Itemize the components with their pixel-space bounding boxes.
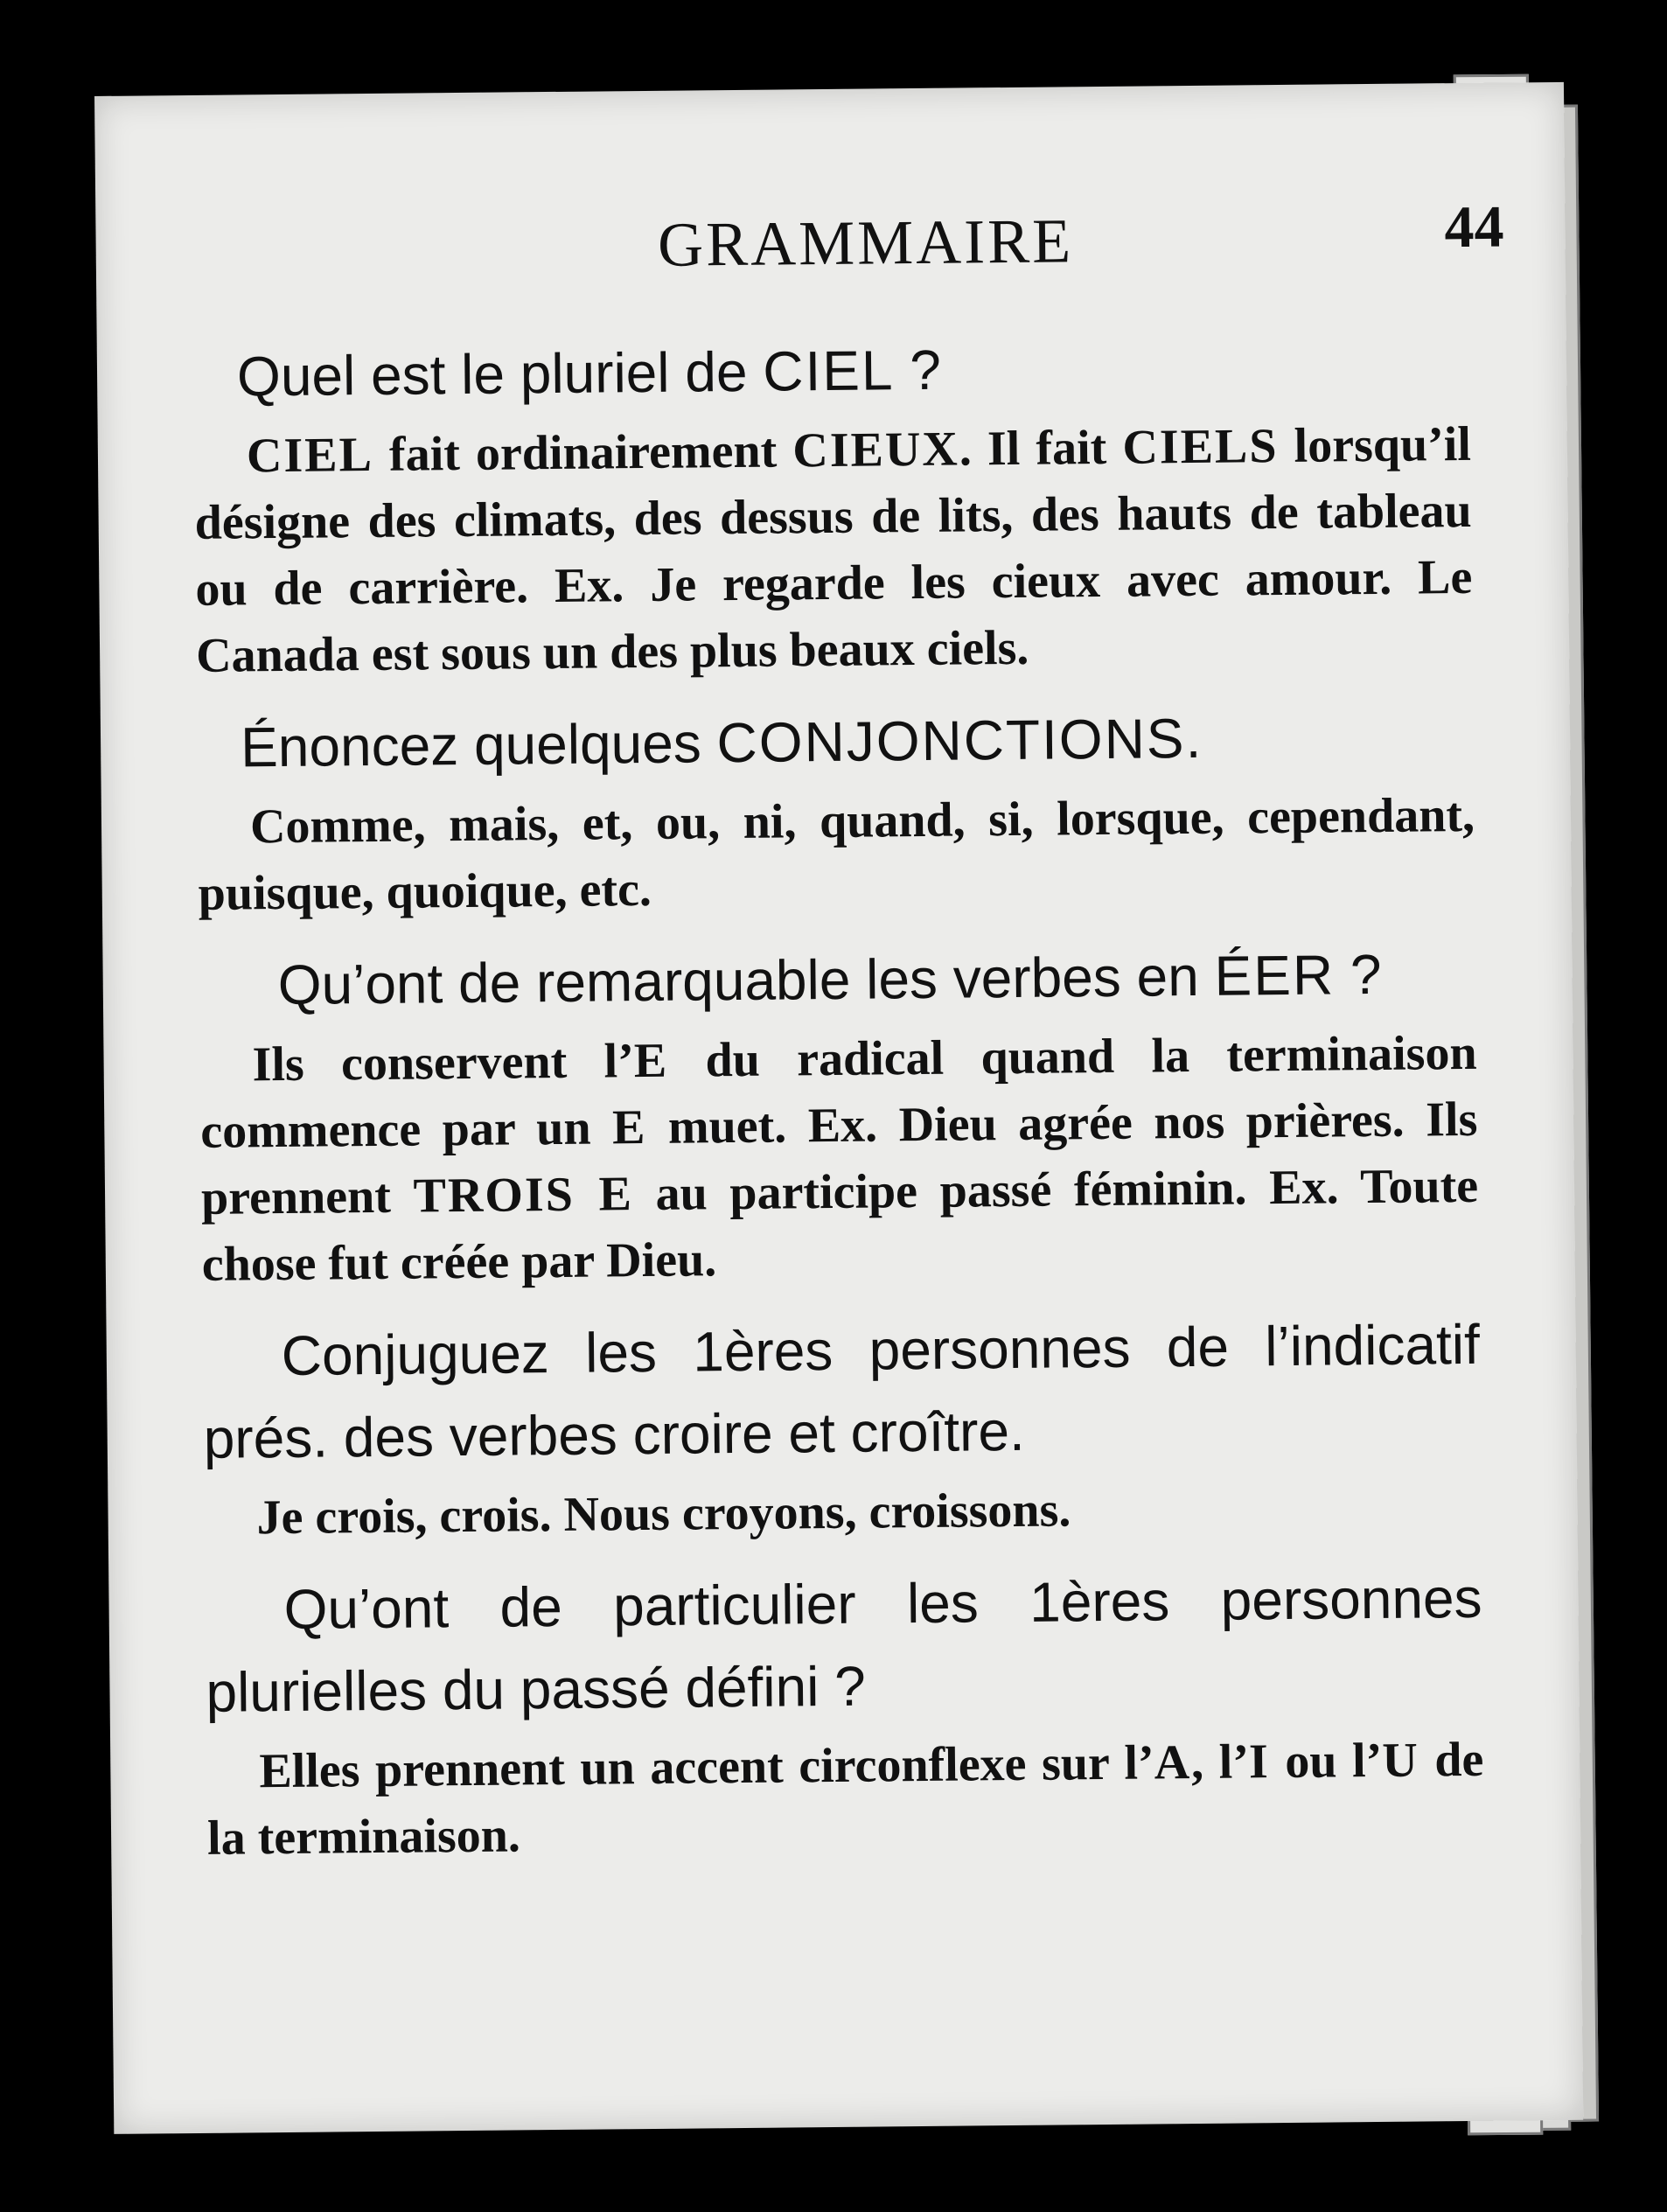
question-passe-defini: Qu’ont de particulier les 1ères personnes plurielles du passé défini ? bbox=[206, 1566, 1482, 1724]
question-croire-croitre: Conjuguez les 1ères personnes de l’indicatif prés. des verbes croire et croître. bbox=[203, 1312, 1481, 1470]
answer-verbes-eer: Ils conservent l’E du radical quand la terminaison commence par un E muet. Ex. Dieu agrée nos prières. Ils prennent TROIS E au participe passé féminin. Ex. Toute chose fut créée par Dieu. bbox=[200, 1025, 1479, 1292]
page-title: GRAMMAIRE bbox=[657, 206, 1074, 280]
answer-pluriel-ciel: CIEL fait ordinairement CIEUX. Il fait CIELS lorsqu’il désigne des climats, des dessus de lits, des hauts de tableau ou de carrière. Ex. Je regarde les cieux avec amour. Le Canada est sous un des plus beaux ciels. bbox=[194, 416, 1473, 683]
answer-conjonctions: Comme, mais, et, ou, ni, quand, si, lorsque, cependant, puisque, quoique, etc. bbox=[198, 787, 1475, 921]
card-content bbox=[193, 324, 1485, 1889]
question-pluriel-ciel: Quel est le pluriel de CIEL ? bbox=[236, 338, 942, 408]
answer-passe-defini: Elles prennent un accent circonflexe sur l’A, l’I ou l’U de la terminaison. bbox=[206, 1732, 1484, 1866]
page-number: 44 bbox=[1444, 192, 1504, 261]
flash-card bbox=[94, 82, 1583, 2134]
question-conjonctions: Énoncez quelques CONJONCTIONS. bbox=[240, 706, 1202, 779]
answer-croire-croitre: Je crois, crois. Nous croyons, croissons. bbox=[256, 1483, 1071, 1546]
question-verbes-eer: Qu’ont de remarquable les verbes en ÉER ? bbox=[277, 942, 1382, 1017]
